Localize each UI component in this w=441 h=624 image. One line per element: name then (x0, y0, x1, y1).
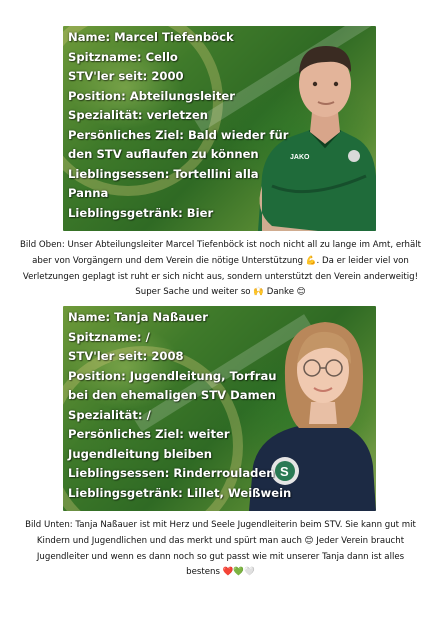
profile-line: Panna (68, 186, 109, 200)
profile-line: Lieblingsgetränk: Lillet, Weißwein (68, 485, 292, 500)
profile-line: Persönliches Ziel: weiter (68, 427, 230, 441)
profile-info-marcel (68, 28, 288, 223)
profile-line: Lieblingsessen: Tortellini alla (68, 166, 259, 181)
profile-line: Lieblingsgetränk: Bier (68, 205, 214, 220)
profile-line: Jugendleitung bleiben (68, 446, 213, 461)
profile-line: den STV auflaufen zu können (68, 147, 259, 161)
jersey-brand-text: JAKO (290, 154, 310, 161)
profile-line: STV'ler seit: 2000 (68, 69, 184, 83)
svg-text:S: S (280, 464, 289, 479)
profile-line: Persönliches Ziel: Bald wieder für (68, 127, 289, 142)
profile-line: Position: Abteilungsleiter (68, 88, 236, 103)
profile-card-tanja (63, 306, 376, 511)
profile-line: Spezialität: verletzen (68, 108, 208, 122)
profile-line: Lieblingsessen: Rinderrouladen (68, 466, 275, 480)
profile-line: Position: Jugendleitung, Torfrau (68, 368, 277, 383)
profile-line: Name: Tanja Naßauer (68, 310, 208, 324)
profile-line: bei den ehemaligen STV Damen (68, 388, 276, 402)
profile-line: Name: Marcel Tiefenböck (68, 30, 234, 44)
profile-line: Spezialität: / (68, 407, 151, 422)
profile-line: Spitzname: Cello (68, 49, 178, 64)
profile-line: STV'ler seit: 2008 (68, 349, 184, 363)
profile-info-tanja (68, 308, 291, 503)
profile-card-marcel (63, 26, 376, 231)
caption-top: Bild Oben: Unser Abteilungsleiter Marcel Tiefenböck ist noch nicht all zu lange im Amt, erhält aber von Vorgängern und dem Verein die nötige Unterstützung 💪. Da er leider viel von Verletzungen geplagt ist ruht er sich nicht aus, sondern unterstützt den Verein anderweitig! Super Sache und weiter so 🙌 Danke 😊 (20, 240, 421, 298)
caption-bottom: Bild Unten: Tanja Naßauer ist mit Herz und Seele Jugendleiterin beim STV. Sie kann gut mit Kindern und Jugendlichen und das merkt und spürt man auch 😊 Jeder Verein braucht Jugendleiter und wenn es dann noch so gut passt wie mit unserer Tanja dann ist alles bestens ❤️💚🤍 (25, 520, 416, 578)
profile-line: Spitzname: / (68, 329, 150, 344)
